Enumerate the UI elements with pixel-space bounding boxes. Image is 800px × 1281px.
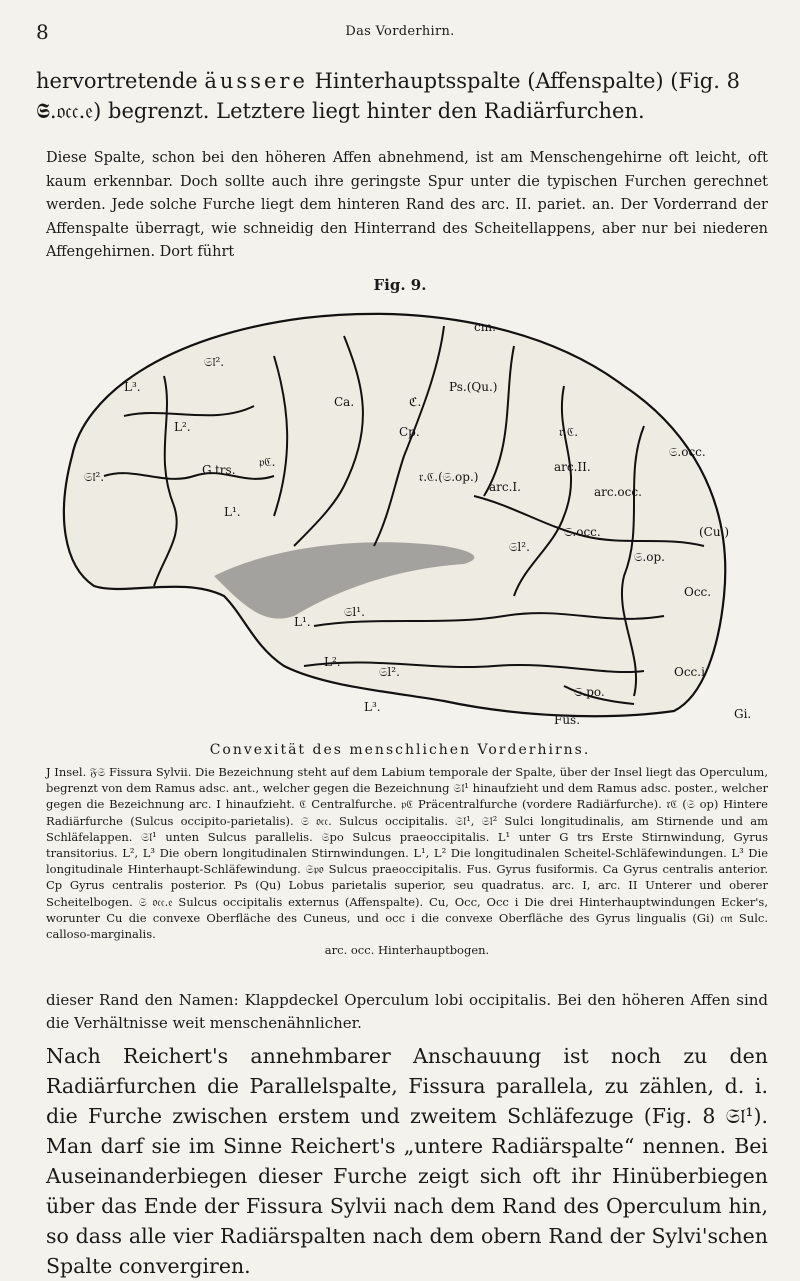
fig-label-pc: 𝔭ℭ. (259, 455, 276, 469)
page-number: 8 (36, 20, 49, 44)
brain-illustration (44, 296, 764, 726)
fig-label-cp: Cp. (399, 425, 420, 439)
fig-label-arc-ii: arc.II. (554, 460, 591, 474)
fig-label-cu: (Cu.) (699, 525, 730, 539)
lead-line1-end: Hinterhauptsspalte (Affenspalte) (Fig. 8 (307, 69, 740, 93)
fig-label-gtrs: G.trs. (202, 463, 236, 477)
fig-label-ps-qu: Ps.(Qu.) (449, 380, 498, 394)
lead-line1-spaced: äussere (204, 69, 308, 93)
fig-label-socc-right: 𝔖.occ. (669, 445, 706, 459)
fig-label-spo: 𝔖.po. (574, 685, 605, 699)
paragraph-after-figure: dieser Rand den Namen: Klappdeckel Operculum lobi occipitalis. Bei den höheren Affen sind die Verhältnisse weit menschenähnlicher. (46, 991, 768, 1032)
fig-label-rc: 𝔯.ℭ. (559, 425, 579, 439)
fig-label-sl2-left: 𝔖𝔩². (84, 470, 105, 484)
fig-label-fus: Fus. (554, 713, 581, 726)
fig-label-sl2-bottom: 𝔖l². (379, 665, 400, 679)
running-head: Das Vorderhirn. (345, 24, 455, 39)
fig-label-sl2-mid: 𝔖l². (509, 540, 530, 554)
fig-label-l3-bottom: L³. (364, 700, 381, 714)
fig-label-occ-i: Occ.i (674, 665, 705, 679)
main-paragraph: Nach Reichert's annehmbarer Anschauung ist noch zu den Radiärfurchen die Parallelspalte, Fissura parallela, zu zählen, d. i. die Furche zwischen erstem und zweitem Schläfezuge (Fig. 8 𝔖𝔩¹). Man darf sie im Sinne Reichert's „untere Radiärspalte“ nennen. Bei Auseinanderbiegen dieser Furche zeigt sich oft ihr Hinüberbiegen über das Ende der Fissura Sylvii nach dem Rand des Operculum hin, so dass alle vier Radiärspalten nach dem obern Rand der Sylvi'schen Spalte convergiren. (46, 1044, 768, 1278)
fig-label-rc-sop: 𝔯.ℭ.(𝔖.op.) (419, 470, 479, 484)
figure-label: Fig. 9. (373, 276, 427, 294)
fig-label-sl1: 𝔖l¹. (344, 605, 365, 619)
small-paragraph: Diese Spalte, schon bei den höheren Affen abnehmend, ist am Menschengehirne oft leicht, oft kaum erkennbar. Doch sollte auch ihre geringste Spur unter die typischen Furchen gerechnet werden. Jede solche Furche liegt dem hinteren Rand des arc. II. pariet. an. Der Vorderrand der Affenspalte überragt, wie schneidig den Hinterrand des Scheitellappens, aber nur bei niederen Affengehirnen. Dort führt (46, 150, 768, 260)
figure-caption (46, 764, 768, 958)
lead-line2: 𝕾.𝔬𝔠𝔠.𝔢) begrenzt. Letztere liegt hinter den Radiärfurchen. (36, 99, 645, 123)
fig-label-cm: cm. (474, 320, 496, 334)
fig-label-occ: Occ. (684, 585, 712, 599)
caption-last-line: arc. occ. Hinterhauptbogen. (324, 943, 490, 958)
fig-label-sl2-top: 𝔖𝔩². (204, 355, 225, 369)
fig-label-arc-i: arc.I. (489, 480, 521, 494)
fig-label-arc-occ: arc.occ. (594, 485, 642, 499)
fig-label-ca: Ca. (334, 395, 355, 409)
lead-paragraph (36, 66, 768, 126)
fig-label-l2-bottom: L². (324, 655, 341, 669)
fig-label-l1-bottom: L¹. (294, 615, 311, 629)
fig-label-gi: Gi. (734, 707, 752, 721)
fig-label-sop: 𝔖.op. (634, 550, 665, 564)
brain-outline (64, 314, 725, 716)
caption-text: J Insel. 𝔉𝔖 Fissura Sylvii. Die Bezeichnung steht auf dem Labium temporale der Spalte, über der Insel liegt das Operculum, begrenzt von dem Ramus adsc. ant., welcher gegen die Bezeichnung 𝔖𝔩¹ hinaufzieht und dem Ramus adsc. poster., welcher gegen die Bezeichnung arc. I hinaufzieht. ℭ Centralfurche. 𝔭ℭ Präcentralfurche (vordere Radiärfurche). 𝔯ℭ (𝔖 op) Hintere Radiärfurche (Sulcus occipito-parietalis). 𝔖 𝔬𝔠𝔠. Sulcus occipitalis. 𝔖𝔩¹, 𝔖𝔩² Sulci longitudinalis, am Stirnende und am Schläfelappen. 𝔖𝔩¹ unten Sulcus parallelis. 𝔖po Sulcus praeoccipitalis. L¹ unter G trs Erste Stirnwindung, Gyrus transitorius. L², L³ Die obern longitudinalen Stirnwindungen. L¹, L² Die longitudinalen Scheitel-Schläfewindungen. L³ Die longitudinale Hinterhaupt-Schläfewindung. 𝔖𝔭𝔬 Sulcus praeoccipitalis. Fus. Gyrus fusiformis. Ca Gyrus centralis anterior. Cp Gyrus centralis posterior. Ps (Qu) Lobus parietalis superior, seu quadratus. arc. I, arc. II Unterer und oberer Scheitelbogen. 𝔖 𝔬𝔠𝔠.𝔢 Sulcus occipitalis externus (Affenspalte). Cu, Occ, Occ i Die drei Hinterhauptwindungen Ecker's, worunter Cu die convexe Oberfläche des Cuneus, und occ i die convexe Oberfläche des Gyrus lingualis (Gi) 𝔠𝔪 Sulc. calloso-marginalis. (46, 765, 768, 942)
fig-label-socc-mid: 𝔖.occ. (564, 525, 601, 539)
fig-label-l1-front: L¹. (224, 505, 241, 519)
brain-figure (44, 296, 764, 726)
figure-title: Convexität des menschlichen Vorderhirns. (209, 742, 591, 758)
fig-label-l2-top: L². (174, 420, 191, 434)
fig-label-c: ℭ. (409, 395, 422, 409)
fig-label-l3-top: L³. (124, 380, 141, 394)
lead-line1-start: hervortretende (36, 69, 205, 93)
